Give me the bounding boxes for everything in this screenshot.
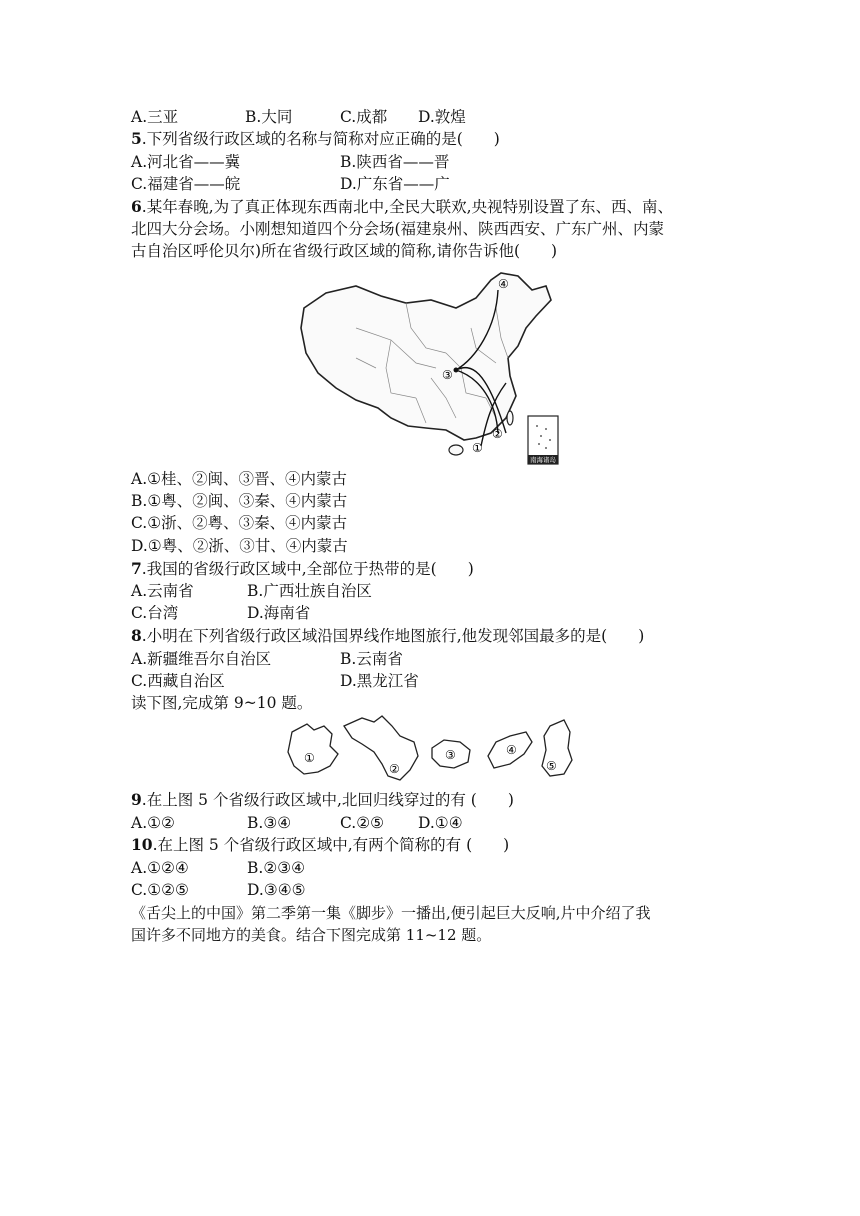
province-marker-5: ⑤ <box>546 759 557 773</box>
map-marker-3: ③ <box>442 368 453 382</box>
province-shape-1 <box>288 724 338 774</box>
china-map-figure <box>296 268 561 468</box>
q7-option-d: D.海南省 <box>247 604 311 622</box>
q6-option-c: C.①浙、②粤、③秦、④内蒙古 <box>131 514 348 532</box>
q7-option-c: C.台湾 <box>131 604 179 622</box>
q9-option-a: A.①② <box>131 814 175 832</box>
q7-stem: 7.我国的省级行政区域中,全部位于热带的是( ) <box>131 559 474 578</box>
q8-option-d: D.黑龙江省 <box>340 672 419 690</box>
q4-option-b: B.大同 <box>245 108 293 126</box>
q5-option-b: B.陕西省——晋 <box>340 153 450 171</box>
q4-option-d: D.敦煌 <box>418 108 466 126</box>
taiwan-island <box>507 411 513 425</box>
province-marker-1: ① <box>304 751 315 765</box>
q9-stem: 9.在上图 5 个省级行政区域中,北回归线穿过的有 ( ) <box>131 790 514 809</box>
q8-option-a: A.新疆维吾尔自治区 <box>131 650 272 668</box>
q10-option-b: B.②③④ <box>247 859 306 877</box>
map-marker-2: ② <box>492 427 503 441</box>
q9-option-b: B.③④ <box>247 814 292 832</box>
q9-option-d: D.①④ <box>418 814 463 832</box>
intro-11-12-line-1: 《舌尖上的中国》第二季第一集《脚步》一播出,便引起巨大反响,片中介绍了我 <box>131 904 651 922</box>
q6-option-b: B.①粤、②闽、③秦、④内蒙古 <box>131 492 348 510</box>
q4-option-a: A.三亚 <box>131 108 179 126</box>
q7-option-a: A.云南省 <box>131 582 194 600</box>
province-marker-3: ③ <box>445 748 456 762</box>
map-marker-1: ① <box>472 441 483 455</box>
q10-option-a: A.①②④ <box>131 859 189 877</box>
map-marker-4: ④ <box>498 277 509 291</box>
china-outline <box>301 273 551 440</box>
inset-label: 南海诸岛 <box>530 456 556 464</box>
q10-option-c: C.①②⑤ <box>131 881 189 899</box>
q9-option-c: C.②⑤ <box>340 814 385 832</box>
intro-9-10: 读下图,完成第 9~10 题。 <box>131 694 313 712</box>
south-china-sea-inset <box>528 416 558 464</box>
q5-option-d: D.广东省——广 <box>340 175 450 193</box>
q10-stem: 10.在上图 5 个省级行政区域中,有两个简称的有 ( ) <box>131 835 510 854</box>
q8-option-b: B.云南省 <box>340 650 403 668</box>
q6-option-a: A.①桂、②闽、③晋、④内蒙古 <box>131 470 348 488</box>
q8-stem: 8.小明在下列省级行政区域沿国界线作地图旅行,他发现邻国最多的是( ) <box>131 626 645 645</box>
province-marker-2: ② <box>389 762 400 776</box>
q5-option-c: C.福建省——皖 <box>131 175 241 193</box>
q5-stem: 5.下列省级行政区域的名称与简称对应正确的是( ) <box>131 129 500 148</box>
intro-11-12-line-2: 国许多不同地方的美食。结合下图完成第 11~12 题。 <box>131 926 492 944</box>
province-marker-4: ④ <box>506 743 517 757</box>
q8-option-c: C.西藏自治区 <box>131 672 225 690</box>
q6-option-d: D.①粤、②浙、③甘、④内蒙古 <box>131 537 348 555</box>
province-shape-2 <box>344 716 418 780</box>
q7-option-b: B.广西壮族自治区 <box>247 582 372 600</box>
q5-option-a: A.河北省——冀 <box>131 153 241 171</box>
q6-stem-line-2: 北四大分会场。小刚想知道四个分会场(福建泉州、陕西西安、广东广州、内蒙 <box>131 220 665 238</box>
q6-stem-line-1: 6.某年春晚,为了真正体现东西南北中,全民大联欢,央视特别设置了东、西、南、 <box>131 197 674 216</box>
q10-option-d: D.③④⑤ <box>247 881 306 899</box>
q4-option-c: C.成都 <box>340 108 388 126</box>
q6-stem-line-3: 古自治区呼伦贝尔)所在省级行政区域的简称,请你告诉他( ) <box>131 242 558 260</box>
provinces-figure <box>282 712 582 784</box>
hainan-island <box>449 445 463 455</box>
